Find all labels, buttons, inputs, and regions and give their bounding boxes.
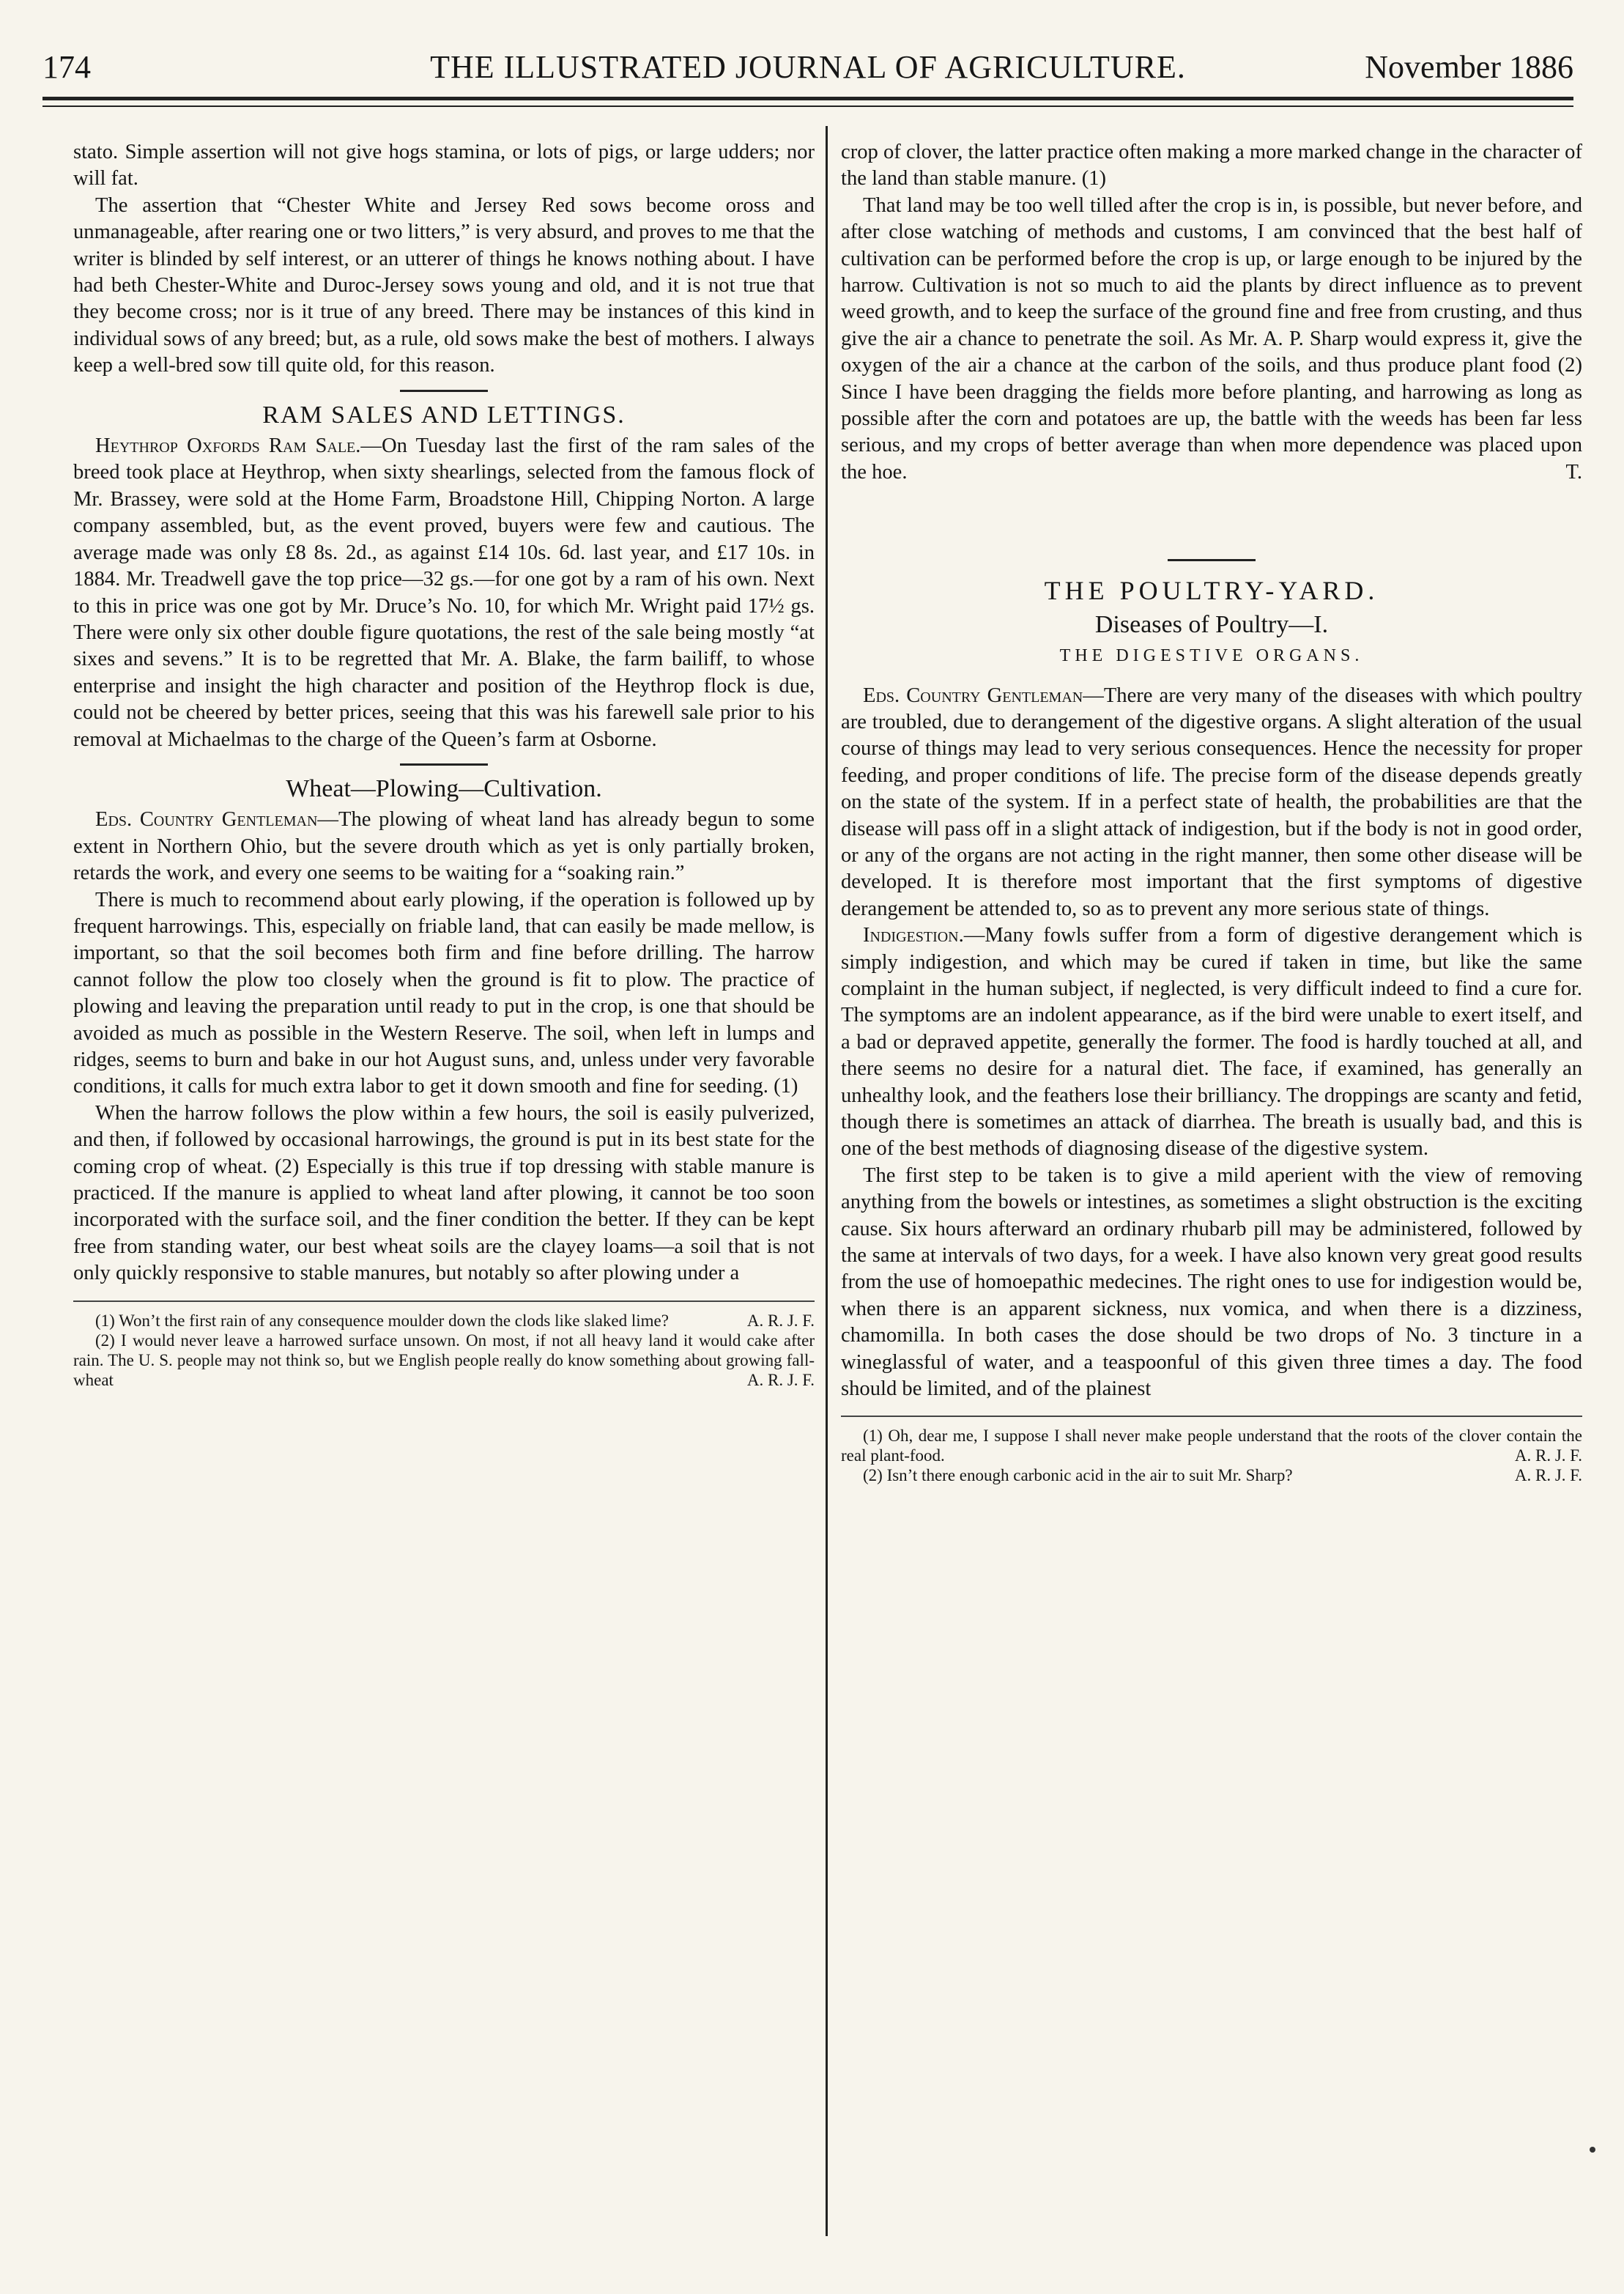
paragraph bbox=[73, 433, 815, 753]
paragraph bbox=[73, 807, 815, 887]
paragraph bbox=[841, 922, 1582, 1163]
section-heading: Wheat—Plowing—Cultivation. bbox=[286, 774, 602, 802]
paragraph bbox=[841, 683, 1582, 923]
lead-in: Heythrop Oxfords Ram Sale. bbox=[95, 434, 361, 458]
paragraph-text: That land may be too well tilled after the crop is in, is possible, but never before, and after close watching of methods and customs, I am convinced that the best half of cultivation can be performed before the crop is up, or large enough to be injured by the harrow. Cultivation is not so much to aid the plants by direct influence as to prevent weed growth, and to keep the surface of the ground fine and free from crusting, and thus give the air a chance to penetrate the soil. As Mr. A. P. Sharp would express it, give the oxygen of the air a chance at the carbon of the soils, and thus produce plant food (2) Since I have been dragging the fields more before planting, and harrowing as long as possible after the corn and potatoes are up, the battle with the weeds has been far less serious, and my crops of better average than when more dependence was placed upon the hoe. bbox=[841, 193, 1582, 484]
footnote-text: (2) I would never leave a harrowed surface unsown. On most, if not all heavy land it would cake after rain. The U. S. people may not think so, but we English people really do know something about growing fall-wheat bbox=[73, 1331, 815, 1389]
paragraph: When the harrow follows the plow within a few hours, the soil is easily pulverized, and then, if followed by occasional harrowings, the ground is put in its best state for the coming crop of wheat. (2) Especially is this true if top dressing with stable manure is practiced. If the manure is applied to wheat land after plowing, it cannot be too soon incorporated with the surface soil, and the finer condition the better. If they can be kept free from standing water, our best wheat soils are the clayey loams—a soil that is not only quickly responsive to stable manures, but notably so after plowing under a bbox=[73, 1101, 815, 1285]
page-number: 174 bbox=[42, 49, 91, 85]
footnote bbox=[841, 1426, 1582, 1465]
paragraph: crop of clover, the latter practice often making a more marked change in the character of the land than stable manure. (1) bbox=[841, 141, 1582, 190]
lead-in: Indigestion. bbox=[863, 924, 964, 947]
footnote-signature: A. R. J. F. bbox=[746, 1370, 815, 1389]
paragraph: The first step to be taken is to give a mild aperient with the view of removing anything from the bowels or intestines, as sometimes a slight obstruction is the exciting cause. Six hours afterward an ordinary rhubarb pill may be administered, followed by the same at intervals of two days, for a week. I have also known very great good results from the use of homoepathic medecines. The right ones to use for indigestion would be, when there is an apparent sickness, nux vomica, and when there is a dizziness, chamomilla. In both cases the dose should be two drops of No. 3 tincture in a wineglassful of water, and a teaspoonful of this given three times a day. The food should be limited, and of the plainest bbox=[841, 1163, 1582, 1401]
page-header bbox=[42, 42, 1573, 91]
paragraph-text: —Many fowls suffer from a form of digestive derangement which is simply indigestion, and which may be cured if taken in time, but like the same complaint in the human subject, if neglected, is very difficult indeed to find a cure for. The symptoms are an indolent appearance, as if the bird were unable to exert itself, and a bad or depraved appetite, generally the former. The food is hardly touched at all, and there seems no desire for a natural diet. The face, if examined, has generally an unhealthy look, and the feathers lose their brilliancy. The droppings are scanty and fetid, though there is sometimes an attack of diarrhea. The breath is usually bad, and this is one of the best methods of diagnosing disease of the digestive system. bbox=[841, 924, 1582, 1161]
paragraph: The assertion that “Chester White and Jersey Red sows become oross and unmanageable, after rearing one or two litters,” is very absurd, and proves to me that the writer is blinded by self interest, or an utterer of things he knows nothing about. I have had beth Chester-White and Duroc-Jersey sows young and old, and it is not true that they become cross; nor is it true of any breed. There may be instances of this kind in individual sows of any breed; but, as a rule, old sows make the best of mothers. I always keep a well-bred sow till quite old, for this reason. bbox=[73, 193, 815, 377]
footnote bbox=[73, 1331, 815, 1390]
print-speck bbox=[1590, 2147, 1595, 2153]
paragraph-text: —There are very many of the diseases with which poultry are troubled, due to derangement of the digestive organs. A slight alteration of the usual course of things may lead to very serious consequences. Hence the necessity for proper feeding, and proper conditions of life. The precise form of the disease depends greatly on the state of the system. If in a perfect state of health, the probabilities are that the disease will pass off in a slight attack of indigestion, but if the body is not in good order, or any of the organs are not acting in the right manner, then some other disease will be developed. It is therefore most important that the first symptoms of digestive derangement be attended to, so as to prevent any more serious state of things. bbox=[841, 684, 1582, 920]
header-rule-thin bbox=[42, 106, 1573, 107]
paragraph: There is much to recommend about early plowing, if the operation is followed up by frequent harrowings. This, especially on friable land, that can easily be made mellow, is important, so that the soil becomes both firm and fine before drilling. The harrow cannot follow the plow too closely when the ground is fit to plow. The practice of plowing and leaving the preparation until ready to put in the crop, is one that should be avoided as much as possible in the Western Reserve. The soil, when left in lumps and ridges, seems to burn and bake in our hot August suns, and, unless under very favorable conditions, it calls for much extra labor to get it down smooth and fine for seeding. (1) bbox=[73, 888, 815, 1098]
paragraph-text: —The plowing of wheat land has already begun to some extent in Northern Ohio, but the severe drouth which as yet is only partially broken, retards the work, and every one seems to be waiting for a “soaking rain.” bbox=[73, 808, 815, 885]
column-divider bbox=[826, 126, 828, 2236]
right-column bbox=[841, 139, 1582, 2231]
author-signature: T. bbox=[1565, 460, 1582, 484]
issue-date: November 1886 bbox=[1365, 49, 1573, 85]
paragraph: stato. Simple assertion will not give hogs stamina, or lots of pigs, or large udders; nor will fat. bbox=[73, 141, 815, 190]
section-separator bbox=[1168, 559, 1256, 561]
section-separator bbox=[400, 390, 488, 392]
header-rule bbox=[42, 97, 1573, 100]
lead-in: Eds. Country Gentleman bbox=[863, 684, 1083, 707]
section-subheading: THE DIGESTIVE ORGANS. bbox=[1059, 646, 1364, 666]
lead-in: Eds. Country Gentleman bbox=[95, 808, 318, 832]
section-separator bbox=[400, 763, 488, 766]
left-column bbox=[73, 139, 815, 2231]
section-subheading: Diseases of Poultry—I. bbox=[1094, 610, 1329, 638]
footnote bbox=[841, 1465, 1582, 1485]
footnote-rule bbox=[73, 1300, 815, 1302]
footnote-rule bbox=[841, 1416, 1582, 1417]
paragraph bbox=[841, 193, 1582, 486]
section-heading: THE POULTRY-YARD. bbox=[1044, 576, 1379, 606]
footnote-text: (1) Oh, dear me, I suppose I shall never make people understand that the roots of the clover contain the real plant-food. bbox=[841, 1427, 1582, 1465]
footnote bbox=[73, 1311, 815, 1331]
footnote-signature: A. R. J. F. bbox=[1514, 1446, 1582, 1465]
footnote-text: (1) Won’t the first rain of any consequence moulder down the clods like slaked lime? bbox=[95, 1311, 669, 1330]
footnote-signature: A. R. J. F. bbox=[746, 1311, 815, 1330]
footnote-signature: A. R. J. F. bbox=[1514, 1466, 1582, 1485]
paragraph-text: —On Tuesday last the first of the ram sales of the breed took place at Heythrop, when sixty shearlings, selected from the famous flock of Mr. Brassey, were sold at the Home Farm, Broadstone Hill, Chipping Norton. A large company assembled, but, as the event proved, buyers were few and cautious. The average made was only £8 8s. 2d., as against £14 10s. 6d. last year, and £17 10s. in 1884. Mr. Treadwell gave the top price—32 gs.—for one got by a ram of his own. Next to this in price was one got by Mr. Druce’s No. 10, for which Mr. Wright paid 17½ gs. There were only six other double figure quotations, the rest of the sale being mostly “at sixes and sevens.” It is to be regretted that Mr. A. Blake, the farm bailiff, to whose enterprise and insight the high character and position of the Heythrop flock is due, could not be cheered by better prices, seeing that this was his farewell sale prior to his removal at Michaelmas to the charge of the Queen’s farm at Osborne. bbox=[73, 434, 815, 751]
section-heading: RAM SALES AND LETTINGS. bbox=[262, 401, 626, 429]
journal-title: THE ILLUSTRATED JOURNAL OF AGRICULTURE. bbox=[430, 49, 1186, 85]
footnote-text: (2) Isn’t there enough carbonic acid in the air to suit Mr. Sharp? bbox=[863, 1466, 1293, 1485]
